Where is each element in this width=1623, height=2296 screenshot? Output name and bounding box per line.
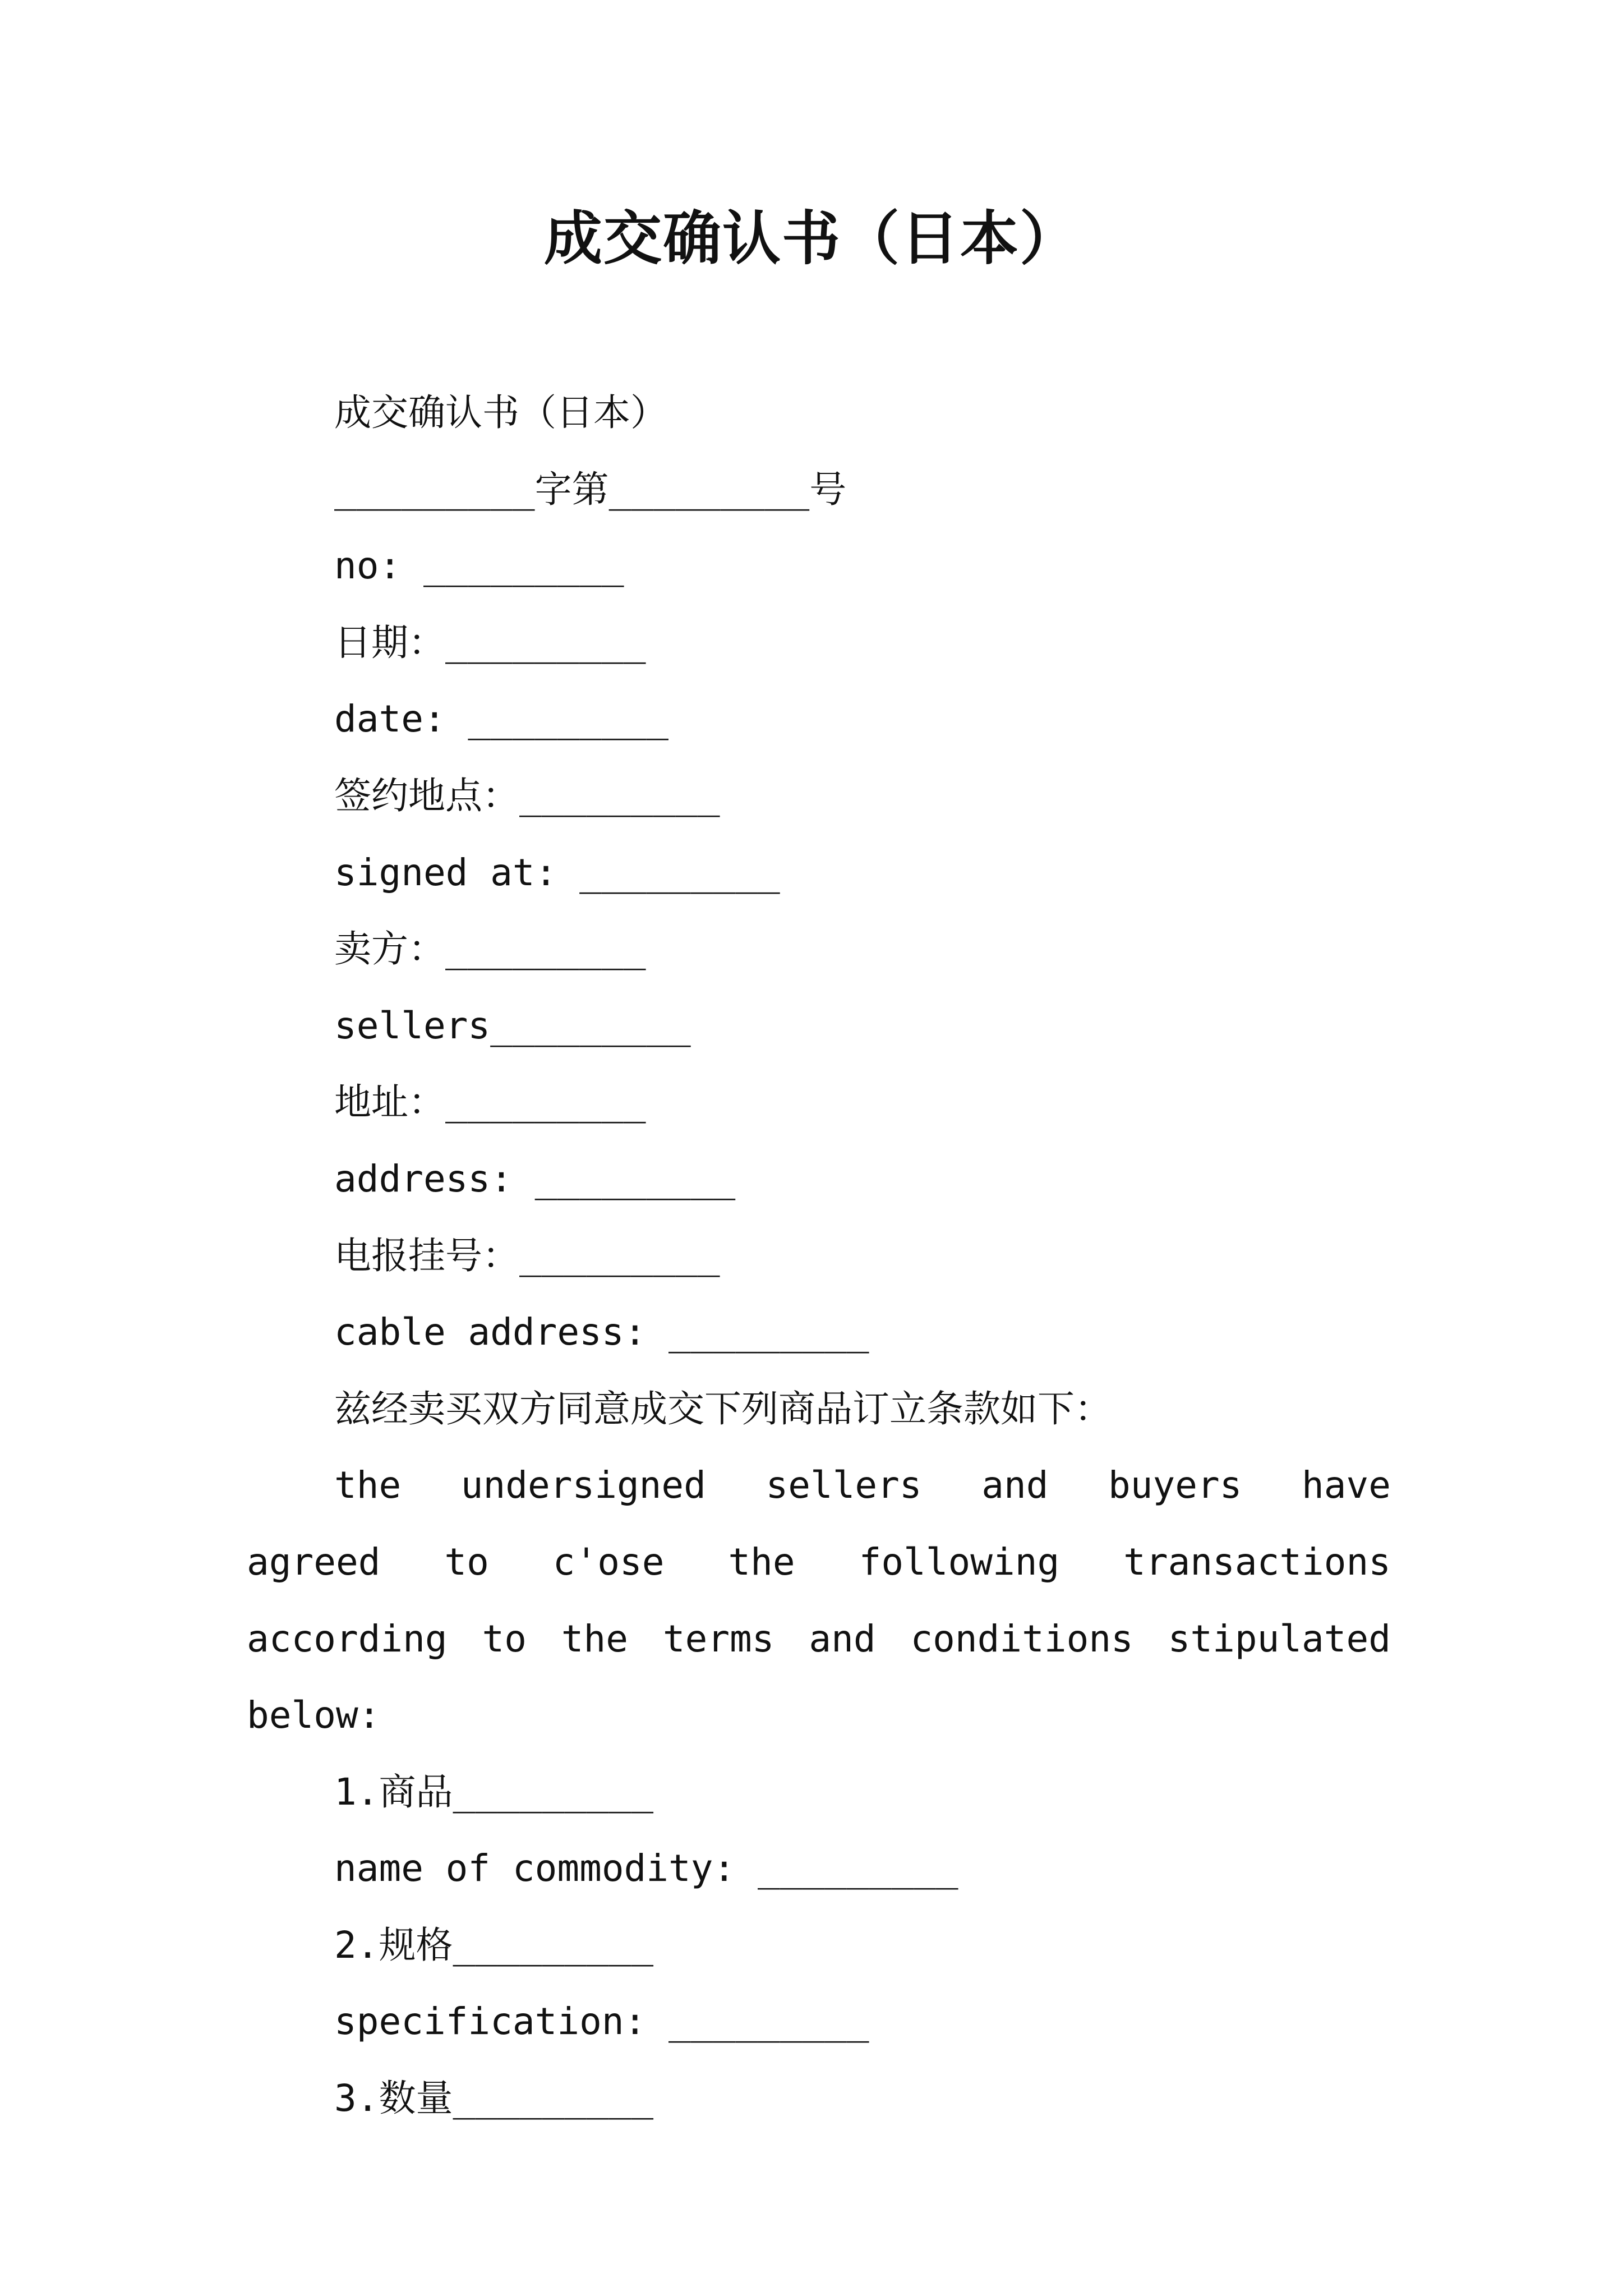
specification-field-cn: 2.规格_________: [334, 1923, 654, 1967]
date-field-cn: 日期：_________: [334, 620, 646, 664]
cable-address-field-en: cable address: _________: [334, 1310, 869, 1354]
quantity-field-cn: 3.数量_________: [334, 2077, 654, 2120]
subtitle-line: 成交确认书（日本）: [334, 391, 667, 434]
date-field-en: date: _________: [334, 697, 669, 741]
address-field-cn: 地址：_________: [334, 1080, 646, 1124]
cable-address-field-cn: 电报挂号：_________: [334, 1234, 720, 1277]
seller-field-cn: 卖方：_________: [334, 927, 646, 971]
address-field-en: address: _________: [334, 1157, 736, 1200]
agreement-statement-en-text: the undersigned sellers and buyers have agreed to c'ose the following transactions according to the terms and conditions stipulated below:: [247, 1464, 1391, 1737]
specification-field-en: specification: _________: [334, 2000, 869, 2044]
agreement-statement-cn: 兹经卖买双方同意成交下列商品订立条款如下：: [334, 1387, 1112, 1430]
signing-place-field-cn: 签约地点：_________: [334, 774, 720, 817]
commodity-field-en: name of commodity: _________: [334, 1847, 958, 1890]
contract-number-line: _________字第_________号: [334, 467, 847, 511]
seller-field-en: sellers_________: [334, 1004, 691, 1047]
no-field: no: _________: [334, 544, 624, 588]
document-title: 成交确认书（日本）: [543, 204, 1079, 273]
signing-place-field-en: signed at: _________: [334, 850, 780, 894]
commodity-field-cn: 1.商品_________: [334, 1770, 654, 1814]
agreement-statement-en: [247, 1447, 1391, 1754]
document-body: [247, 375, 1391, 2137]
